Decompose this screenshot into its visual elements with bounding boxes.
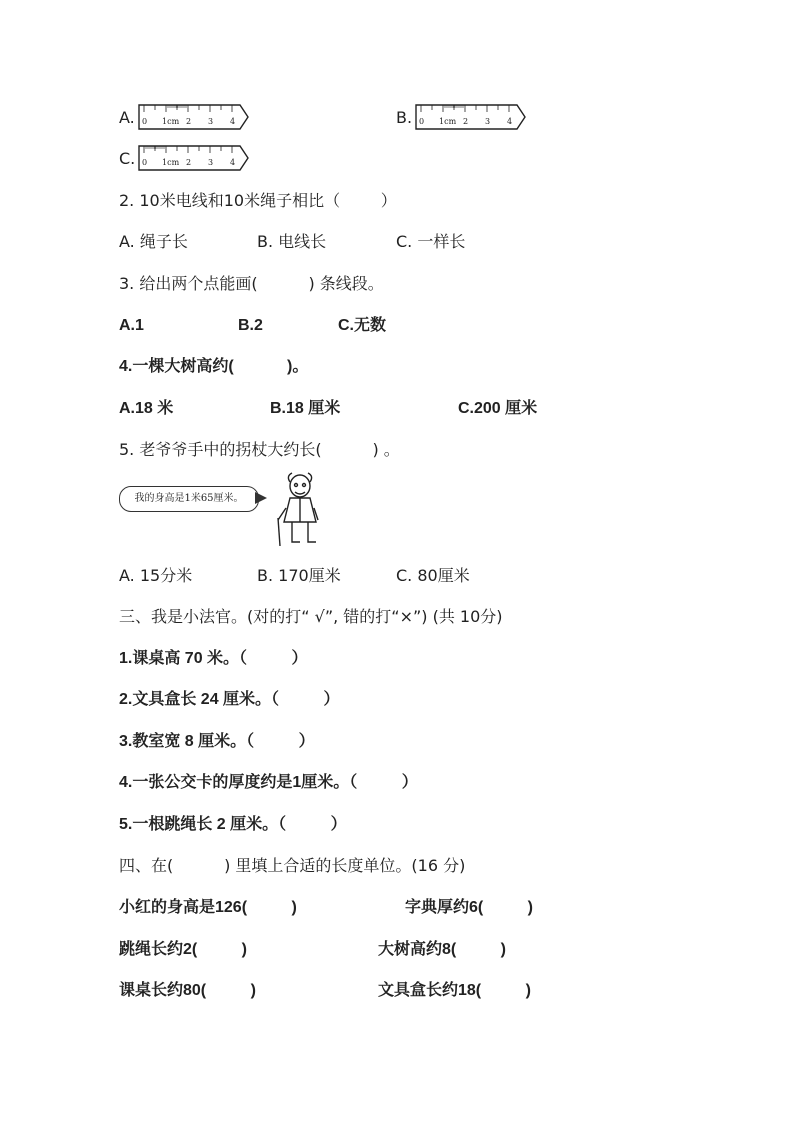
ruler-a-label-1: 1cm — [162, 117, 180, 126]
q5-question: 5. 老爷爷手中的拐杖大约长( ) 。 — [119, 440, 400, 459]
ruler-c-label-2: 2 — [186, 158, 192, 167]
q3-question: 3. 给出两个点能画( ) 条线段。 — [119, 274, 384, 293]
ruler-c-label-4: 4 — [230, 158, 236, 167]
q1-option-a-label: A. — [119, 108, 135, 127]
q4-question: 4.一棵大树高约( )。 — [119, 358, 309, 375]
ruler-a-label-4: 4 — [230, 117, 236, 126]
q5-option-a: A. 15分米 — [119, 566, 193, 585]
section4-item-4: 大树高约8( ) — [378, 941, 507, 958]
section3-item-5: 5.一根跳绳长 2 厘米。（ ） — [119, 816, 347, 833]
ruler-a-label-2: 2 — [186, 117, 192, 126]
q3-option-c: C.无数 — [338, 317, 387, 334]
q5-option-b: B. 170厘米 — [257, 566, 341, 585]
section4-item-1: 小红的身高是126( ) — [119, 899, 297, 916]
section4-item-5: 课桌长约80( ) — [119, 982, 256, 999]
section4-item-6: 文具盒长约18( ) — [378, 982, 531, 999]
section4-title: 四、在( ) 里填上合适的长度单位。(16 分) — [119, 856, 466, 875]
grandpa-illustration — [272, 472, 324, 552]
section3-item-1: 1.课桌高 70 米。（ ） — [119, 650, 308, 667]
speech-bubble: 我的身高是1米65厘米。 — [119, 486, 259, 512]
q2-question: 2. 10米电线和10米绳子相比（ ） — [119, 191, 397, 210]
q3-option-b: B.2 — [238, 317, 263, 334]
q4-option-b: B.18 厘米 — [270, 400, 341, 417]
ruler-image-b — [415, 103, 527, 131]
section4-item-2: 字典厚约6( ) — [405, 899, 534, 916]
ruler-b-label-2: 2 — [463, 117, 469, 126]
speech-bubble-tail — [255, 492, 267, 504]
section3-item-4: 4.一张公交卡的厚度约是1厘米。（ ） — [119, 774, 418, 791]
ruler-c-label-1: 1cm — [162, 158, 180, 167]
ruler-c-label-3: 3 — [208, 158, 214, 167]
q4-option-c: C.200 厘米 — [458, 400, 538, 417]
q2-option-c: C. 一样长 — [396, 232, 466, 251]
ruler-c-svg — [138, 144, 250, 172]
ruler-b-label-0: 0 — [419, 117, 425, 126]
ruler-image-c — [138, 144, 250, 172]
ruler-image-a — [138, 103, 250, 131]
ruler-b-label-4: 4 — [507, 117, 513, 126]
ruler-a-svg — [138, 103, 250, 131]
ruler-a-label-3: 3 — [208, 117, 214, 126]
ruler-b-label-1: 1cm — [439, 117, 457, 126]
section4-item-3: 跳绳长约2( ) — [119, 941, 248, 958]
ruler-b-svg — [415, 103, 527, 131]
ruler-c-label-0: 0 — [142, 158, 148, 167]
section3-item-3: 3.教室宽 8 厘米。（ ） — [119, 733, 315, 750]
q2-option-b: B. 电线长 — [257, 232, 327, 251]
ruler-a-label-0: 0 — [142, 117, 148, 126]
section3-item-2: 2.文具盒长 24 厘米。（ ） — [119, 691, 340, 708]
q1-option-b-label: B. — [396, 108, 413, 127]
q2-option-a: A. 绳子长 — [119, 232, 188, 251]
q4-option-a: A.18 米 — [119, 400, 174, 417]
q3-option-a: A.1 — [119, 317, 144, 334]
q5-option-c: C. 80厘米 — [396, 566, 470, 585]
section3-title: 三、我是小法官。(对的打“ √”, 错的打“×”) (共 10分) — [119, 607, 503, 626]
ruler-b-label-3: 3 — [485, 117, 491, 126]
q1-option-c-label: C. — [119, 149, 136, 168]
